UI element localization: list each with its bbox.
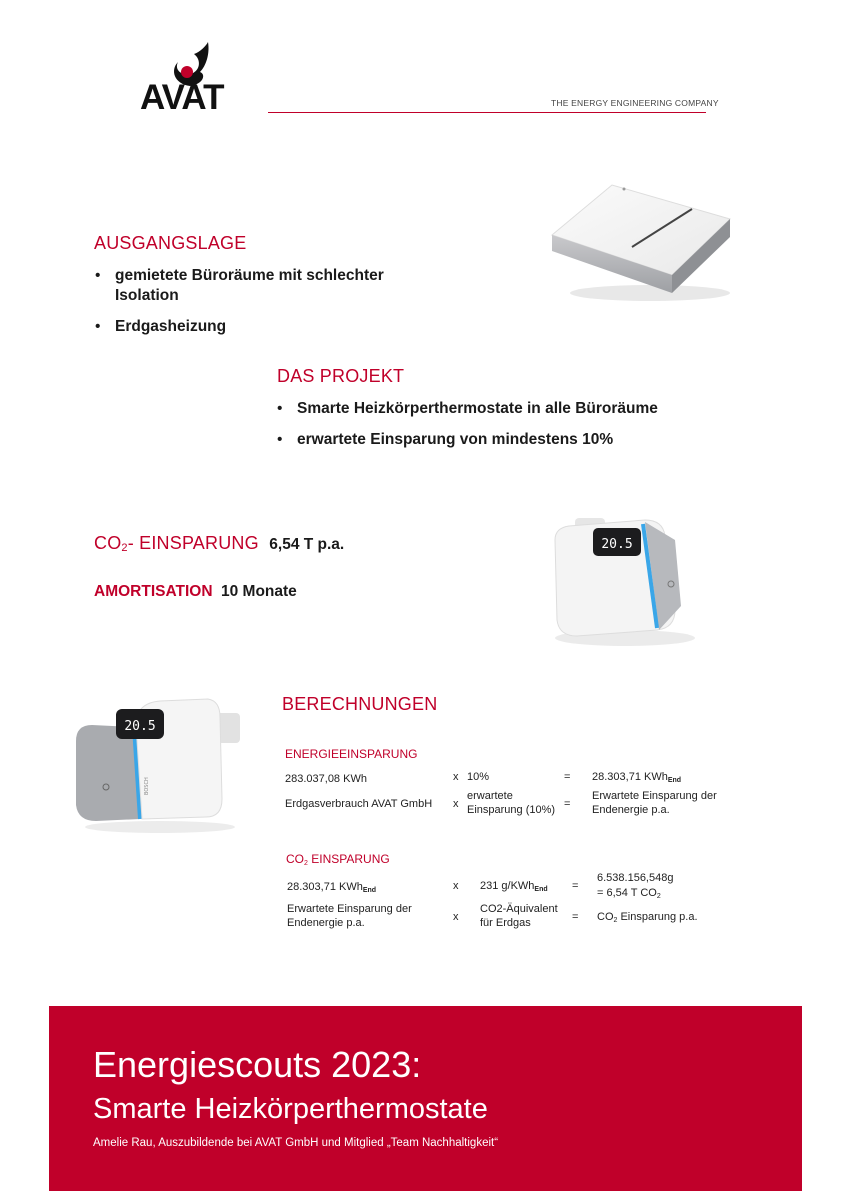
co2-r1-b: 231 g/KWh$_{End}$ <box>480 880 548 893</box>
logo-text: AVAT <box>140 78 224 117</box>
tagline: THE ENERGY ENGINEERING COMPANY <box>551 98 719 108</box>
thermostat-display-value: 20.5 <box>124 719 156 734</box>
list-item: • gemietete Büroräume mit schlechter Isolation <box>93 266 423 306</box>
energie-r2-op: x <box>453 798 459 810</box>
co2-r2-c: $CO_2$ Einsparung p.a. <box>597 911 698 924</box>
header <box>0 0 842 130</box>
list-item: • Smarte Heizkörperthermostate in alle Büroräume <box>275 399 665 419</box>
amortisation-label: AMORTISATION <box>94 583 213 600</box>
co2-kpi-label: $CO_2-$ EINSPARUNG <box>94 533 259 554</box>
thermostat-display-value: 20.5 <box>601 537 633 552</box>
energie-r1-eq: = <box>564 771 571 783</box>
co2-r2-eq: = <box>572 911 579 923</box>
amortisation-kpi <box>94 583 297 601</box>
banner-title: Energiescouts 2023: <box>93 1044 422 1085</box>
energie-r2-c: Erwartete Einsparung der Endenergie p.a. <box>592 790 717 816</box>
co2-r1-c2: = 6,54 T $CO_2$ <box>597 887 661 900</box>
footer-banner <box>49 1006 802 1191</box>
banner-byline: Amelie Rau, Auszubildende bei AVAT GmbH und Mitglied „Team Nachhaltigkeit“ <box>93 1137 499 1149</box>
co2-r1-op: x <box>453 880 459 892</box>
co2-r1-a: 28.303,71 KWh$_{End}$ <box>287 881 377 894</box>
co2-r1-c1: 6.538.156,548g <box>597 872 674 884</box>
ausgangslage-list <box>93 266 423 348</box>
co2-calc-heading: $CO_2$ EINSPARUNG <box>286 852 390 867</box>
thermostat-image-left <box>70 695 250 835</box>
list-item: • erwartete Einsparung von mindestens 10% <box>275 430 665 450</box>
energie-r2-a: Erdgasverbrauch AVAT GmbH <box>285 798 433 810</box>
co2-r2-op: x <box>453 911 459 923</box>
berechnungen-heading: BERECHNUNGEN <box>282 694 438 714</box>
co2-r1-eq: = <box>572 880 579 892</box>
co2-kpi <box>94 533 344 554</box>
thermostat-image-right <box>535 510 705 650</box>
banner-subtitle: Smarte Heizkörperthermostate <box>93 1093 488 1125</box>
header-rule <box>268 112 706 113</box>
co2-r2-b: CO2-Äquivalent für Erdgas <box>480 903 558 929</box>
energie-heading: ENERGIEEINSPARUNG <box>285 747 418 761</box>
bosch-label: BOSCH <box>144 777 150 795</box>
projekt-list <box>275 399 665 461</box>
energie-r1-op: x <box>453 771 459 783</box>
smart-home-controller-image <box>540 175 740 305</box>
co2-kpi-value: 6,54 T p.a. <box>269 536 345 553</box>
co2-r2-a: Erwartete Einsparung der Endenergie p.a. <box>287 903 412 929</box>
energie-r2-b: erwartete Einsparung (10%) <box>467 790 556 816</box>
ausgangslage-heading: AUSGANGSLAGE <box>94 233 247 253</box>
projekt-heading: DAS PROJEKT <box>277 366 405 386</box>
list-item: • Erdgasheizung <box>93 317 423 337</box>
energie-r2-eq: = <box>564 798 571 810</box>
amortisation-value: 10 Monate <box>221 583 297 600</box>
energie-r1-c: 28.303,71 KWh$_{End}$ <box>592 771 682 784</box>
energie-r1-b: 10% <box>467 771 490 783</box>
energie-r1-a: 283.037,08 KWh <box>285 773 367 785</box>
